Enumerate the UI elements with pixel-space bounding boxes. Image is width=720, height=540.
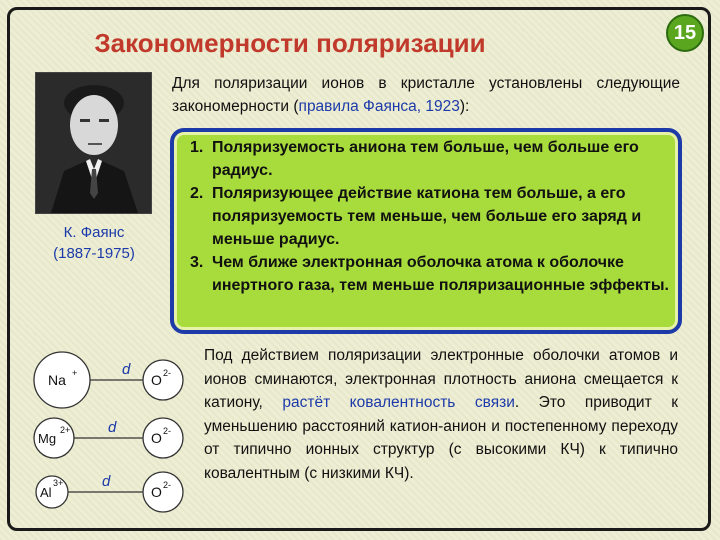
portrait-caption <box>30 222 158 264</box>
anion-circle <box>143 472 183 512</box>
body-text-start: Под действием поляризации электронные оболочки атомов и ионов сминаются, электронная плотность аниона смещается к катиону, <box>204 347 678 411</box>
distance-label: d <box>108 419 117 436</box>
rules-box <box>170 128 682 334</box>
portrait-photo <box>35 72 152 214</box>
cation-charge: + <box>72 368 78 378</box>
anion-symbol: O <box>151 430 162 446</box>
intro-highlight: правила Фаянса, 1923 <box>298 98 460 115</box>
distance-label: d <box>122 361 131 378</box>
anion-symbol: O <box>151 372 162 388</box>
cation-symbol: Na <box>48 372 66 388</box>
body-highlight: растёт ковалентность связи <box>282 394 515 411</box>
cation-symbol: Mg <box>38 431 57 446</box>
rule-item <box>190 251 670 297</box>
rule-number: 2. <box>190 185 204 202</box>
rule-item <box>190 136 670 182</box>
portrait-icon <box>36 73 151 213</box>
intro-paragraph <box>172 72 680 118</box>
rule-item <box>190 182 670 251</box>
cation-symbol: Al <box>40 485 52 500</box>
slide-title: Закономерности поляризации <box>94 28 486 58</box>
anion-charge: 2- <box>163 426 172 436</box>
person-name: К. Фаянс <box>63 224 125 241</box>
cation-charge: 2+ <box>60 425 71 435</box>
intro-text-end: ): <box>459 98 470 115</box>
rule-number: 3. <box>190 254 204 271</box>
anion-circle <box>143 360 183 400</box>
anion-charge: 2- <box>163 368 172 378</box>
rule-text: Поляризующее действие катиона тем больше, а его поляризуемость тем меньше, чем больше его заряд и меньше радиус. <box>212 185 642 248</box>
anion-symbol: O <box>151 484 162 500</box>
rule-text: Поляризуемость аниона тем больше, чем больше его радиус. <box>212 139 639 179</box>
ion-distance-diagram <box>30 346 190 516</box>
body-paragraph <box>204 344 678 485</box>
rule-number: 1. <box>190 139 204 156</box>
intro-text-start: Для поляризации ионов в кристалле установлены следующие закономерности ( <box>172 75 680 115</box>
anion-circle <box>143 418 183 458</box>
cation-charge: 3+ <box>53 478 64 488</box>
person-years: (1887-1975) <box>53 245 135 262</box>
slide-number-badge: 15 <box>666 14 704 52</box>
distance-label: d <box>102 473 111 490</box>
body-text-end: . Это приводит к уменьшению расстояний катион-анион и постепенному переходу от типично ионных структур (с высокими КЧ) к типично ковалентным (с низкими КЧ). <box>204 394 678 482</box>
anion-charge: 2- <box>163 480 172 490</box>
rule-text: Чем ближе электронная оболочка атома к оболочке инертного газа, тем меньше поляризационные эффекты. <box>212 254 669 294</box>
